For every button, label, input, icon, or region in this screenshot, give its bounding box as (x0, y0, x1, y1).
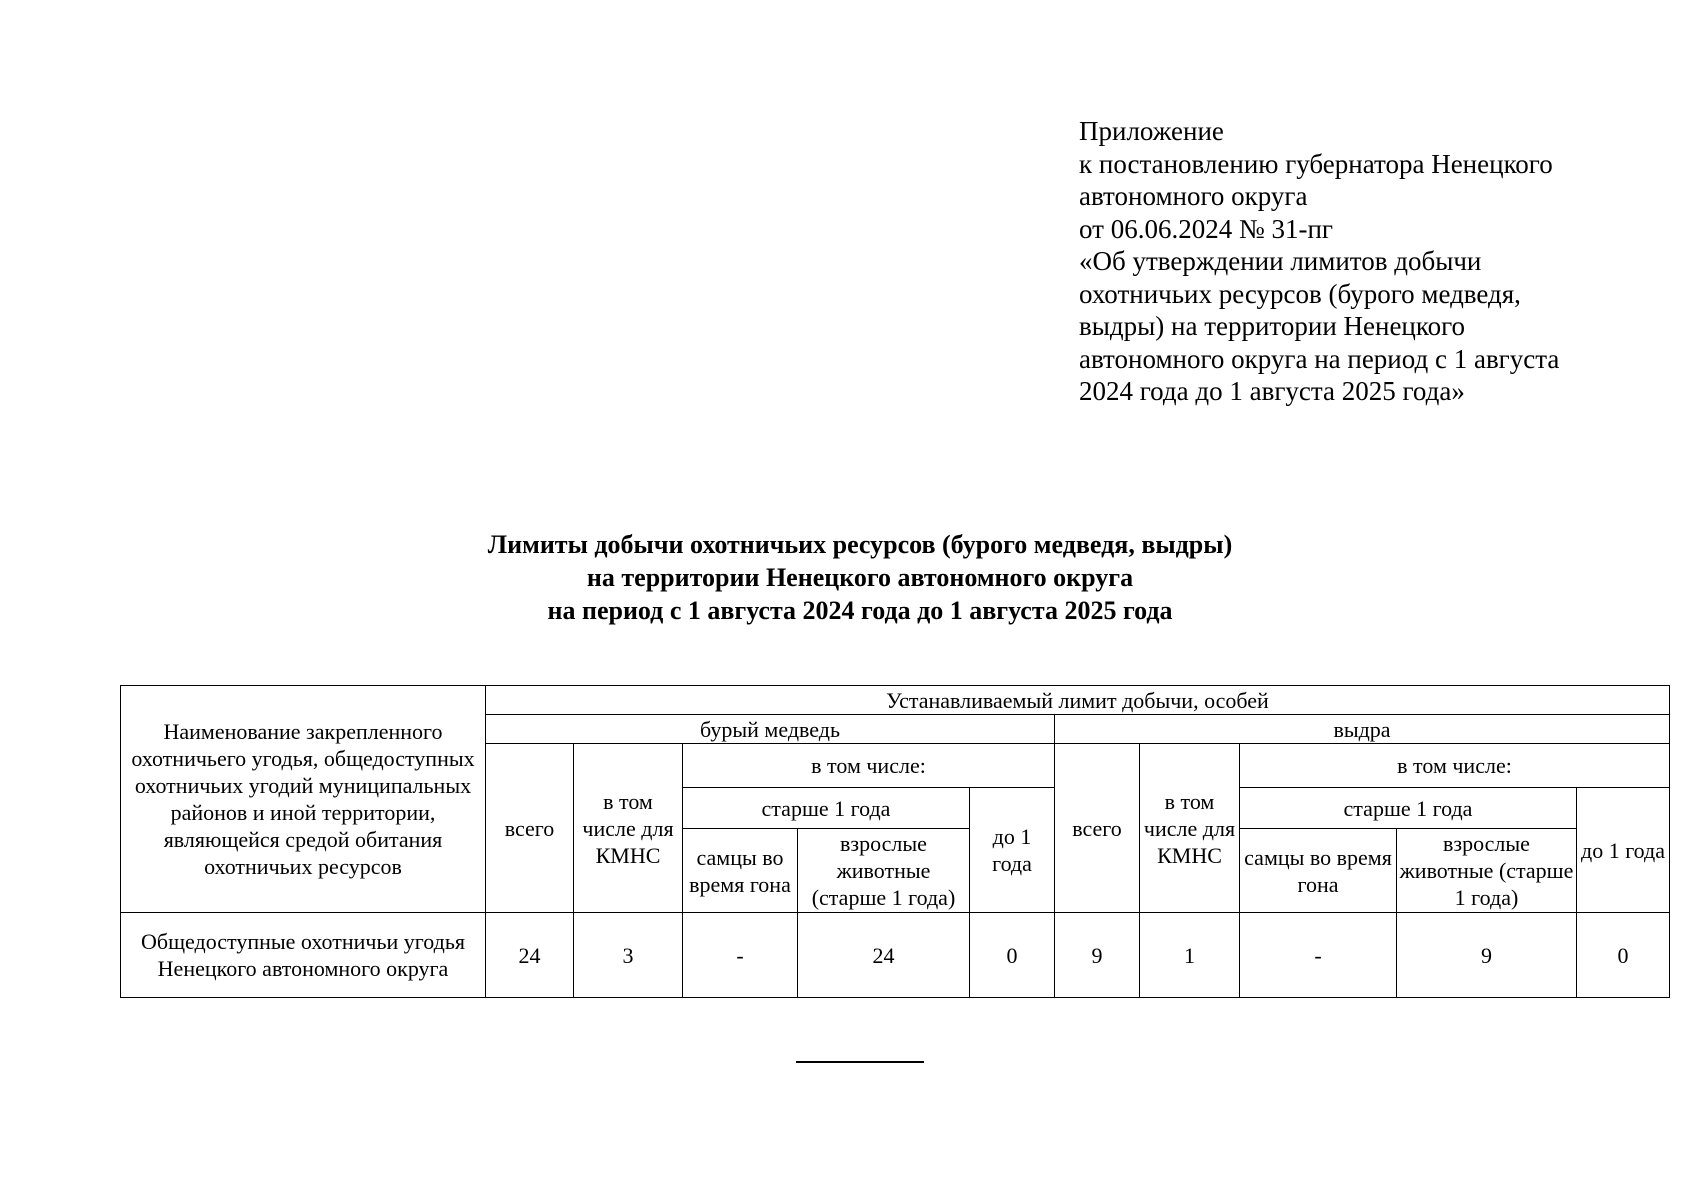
otter-males-header: самцы во время гона (1240, 829, 1397, 913)
bear-total-header: всего (486, 744, 574, 913)
appendix-line: от 06.06.2024 № 31-пг (1079, 213, 1333, 244)
otter-kmns-header: в том числе для КМНС (1140, 744, 1240, 913)
appendix-line: автономного округа на период с 1 августа (1079, 343, 1560, 374)
otter-header: выдра (1055, 715, 1670, 744)
document-title (160, 528, 1560, 627)
appendix-line: автономного округа (1079, 181, 1308, 211)
title-line: Лимиты добычи охотничьих ресурсов (бурого медведя, выдры) (487, 530, 1233, 559)
name-column-header: Наименование закрепленного охотничьего угодья, общедоступных охотничьих угодий муниципальных районов и иной территории, являющейся средой обитания охотничьих ресурсов (121, 686, 486, 913)
title-line: на период с 1 августа 2024 года до 1 августа 2025 года (547, 596, 1173, 625)
otter-total-header: всего (1055, 744, 1140, 913)
appendix-line: выдры) на территории Ненецкого (1079, 311, 1466, 341)
otter-males-cell: - (1240, 913, 1397, 998)
otter-adults-cell: 9 (1397, 913, 1577, 998)
otter-under1-header: до 1 года (1577, 788, 1670, 913)
appendix-line: 2024 года до 1 августа 2025 года» (1079, 376, 1465, 406)
otter-adults-header: взрослые животные (старше 1 года) (1397, 829, 1577, 913)
otter-including-header: в том числе: (1240, 744, 1670, 788)
otter-under1-cell: 0 (1577, 913, 1670, 998)
limits-table (120, 685, 1670, 998)
otter-older-header: старше 1 года (1240, 788, 1577, 829)
bear-males-cell: - (683, 913, 798, 998)
end-rule (796, 1061, 924, 1063)
bear-older-header: старше 1 года (683, 788, 970, 829)
bear-adults-cell: 24 (798, 913, 970, 998)
bear-males-header: самцы во время гона (683, 829, 798, 913)
title-line: на территории Ненецкого автономного округа (586, 563, 1134, 592)
row-name-cell: Общедоступные охотничьи угодья Ненецкого автономного округа (121, 913, 486, 998)
bear-under1-cell: 0 (970, 913, 1055, 998)
appendix-line: Приложение (1079, 116, 1224, 146)
bear-kmns-cell: 3 (574, 913, 683, 998)
bear-under1-header: до 1 года (970, 788, 1055, 913)
bear-header: бурый медведь (486, 715, 1055, 744)
bear-total-cell: 24 (486, 913, 574, 998)
otter-total-cell: 9 (1055, 913, 1140, 998)
appendix-line: «Об утверждении лимитов добычи (1079, 246, 1482, 276)
appendix-line: к постановлению губернатора Ненецкого (1079, 148, 1553, 179)
otter-kmns-cell: 1 (1140, 913, 1240, 998)
limit-header: Устанавливаемый лимит добычи, особей (486, 686, 1670, 715)
table-row (121, 913, 1670, 998)
bear-kmns-header: в том числе для КМНС (574, 744, 683, 913)
bear-adults-header: взрослые животные (старше 1 года) (798, 829, 970, 913)
appendix-block (1079, 115, 1639, 408)
appendix-line: охотничьих ресурсов (бурого медведя, (1079, 278, 1521, 309)
bear-including-header: в том числе: (683, 744, 1055, 788)
